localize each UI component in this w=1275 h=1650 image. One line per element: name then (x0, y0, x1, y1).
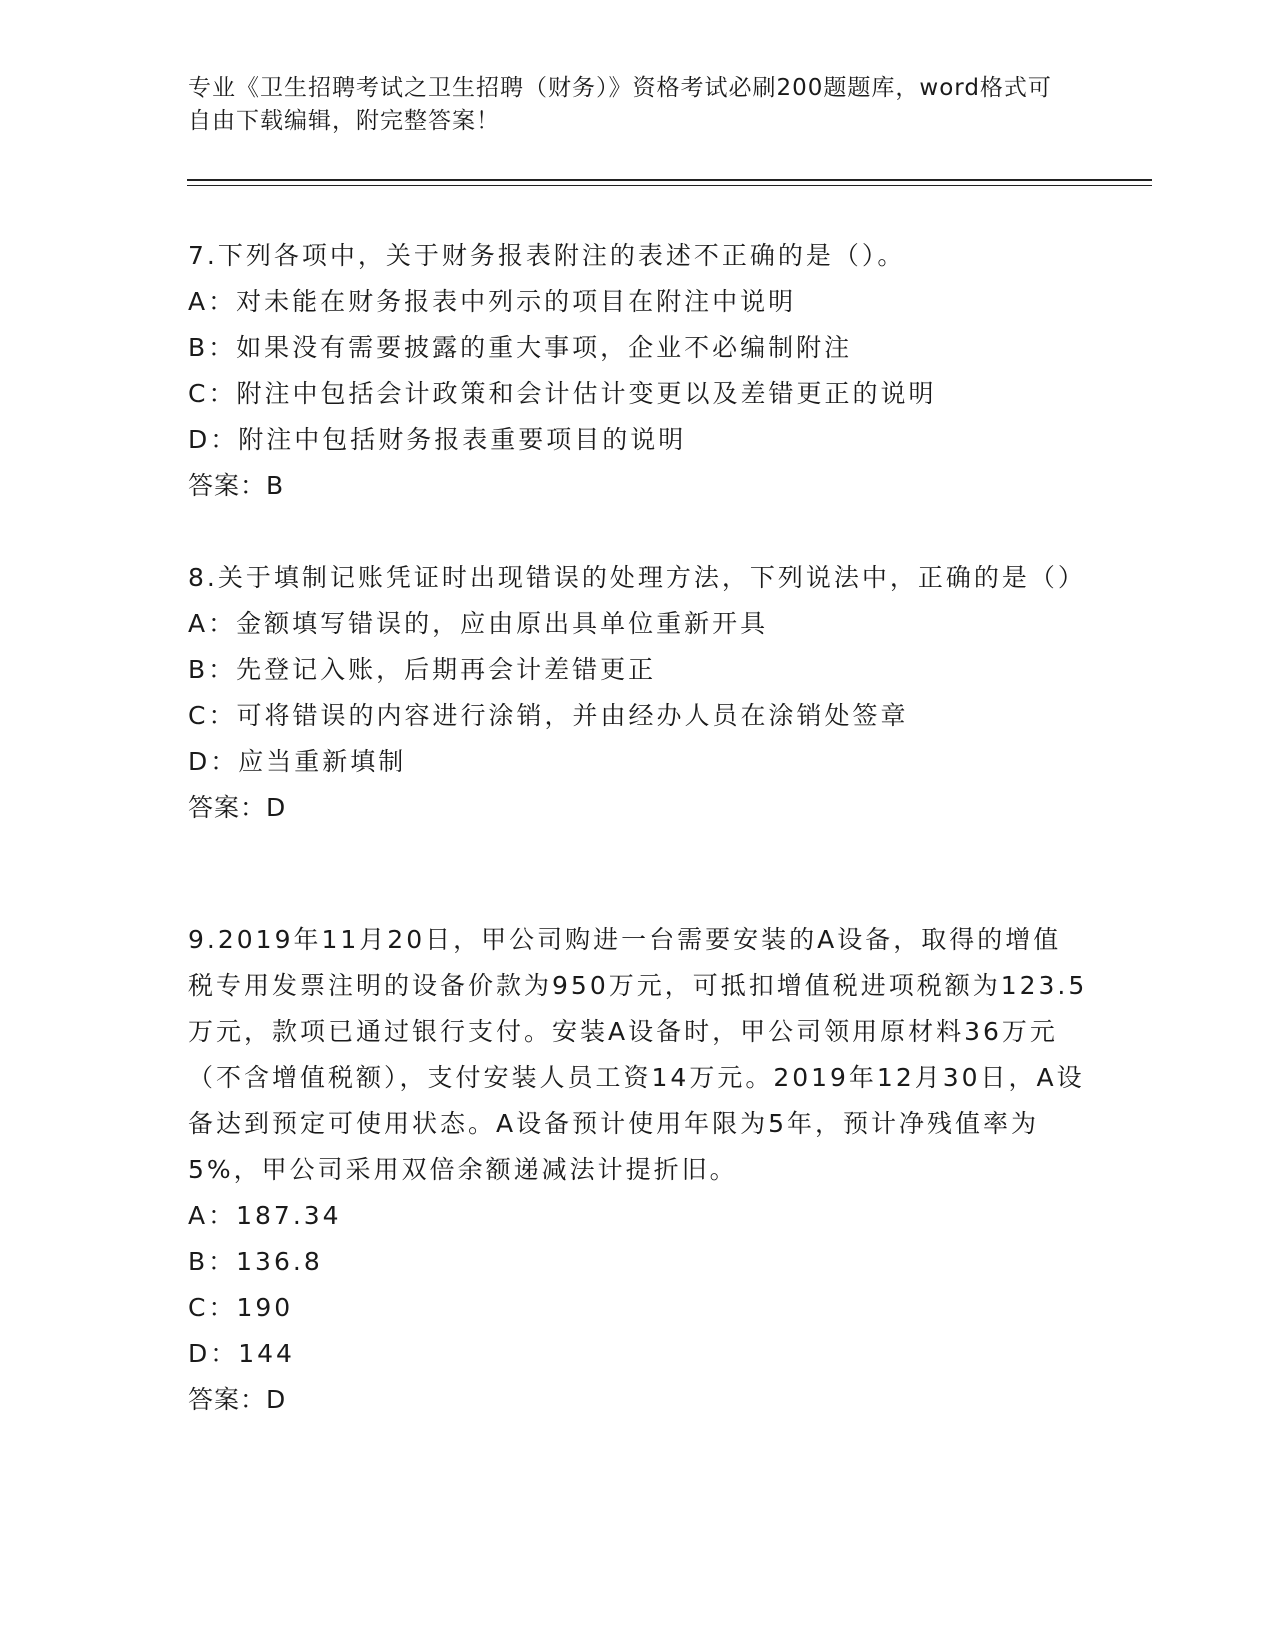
option-d: D：附注中包括财务报表重要项目的说明 (188, 425, 687, 454)
question-9 (188, 917, 1088, 1423)
option-c: C：可将错误的内容进行涂销，并由经办人员在涂销处签章 (188, 701, 909, 730)
option-c: C：190 (188, 1293, 294, 1322)
option-b: B：先登记入账，后期再会计差错更正 (188, 655, 657, 684)
document-header: 专业《卫生招聘考试之卫生招聘（财务）》资格考试必刷200题题库，word格式可自由下载编辑，附完整答案！ (188, 75, 1052, 134)
option-d: D：应当重新填制 (188, 747, 407, 776)
answer: 答案：D (188, 793, 287, 822)
question-stem: 8.关于填制记账凭证时出现错误的处理方法，下列说法中，正确的是（） (188, 563, 1086, 592)
option-a: A：187.34 (188, 1201, 342, 1230)
header-rule-thin (187, 185, 1152, 186)
option-d: D：144 (188, 1339, 295, 1368)
question-7 (188, 233, 1088, 509)
question-stem: 7.下列各项中，关于财务报表附注的表述不正确的是（）。 (188, 241, 906, 270)
option-a: A：金额填写错误的，应由原出具单位重新开具 (188, 609, 769, 638)
answer: 答案：D (188, 1385, 287, 1414)
option-a: A：对未能在财务报表中列示的项目在附注中说明 (188, 287, 797, 316)
option-b: B：如果没有需要披露的重大事项，企业不必编制附注 (188, 333, 853, 362)
header-rule-thick (187, 179, 1152, 181)
option-c: C：附注中包括会计政策和会计估计变更以及差错更正的说明 (188, 379, 937, 408)
option-b: B：136.8 (188, 1247, 323, 1276)
question-8 (188, 555, 1088, 831)
question-stem: 9.2019年11月20日，甲公司购进一台需要安装的A设备，取得的增值税专用发票注明的设备价款为950万元，可抵扣增值税进项税额为123.5万元，款项已通过银行支付。安装A设备时，甲公司领用原材料36万元（不含增值税额），支付安装人员工资14万元。2019年12月30日，A设备达到预定可使用状态。A设备预计使用年限为5年，预计净残值率为5%，甲公司采用双倍余额递减法计提折旧。 (188, 925, 1088, 1184)
answer: 答案：B (188, 471, 285, 500)
